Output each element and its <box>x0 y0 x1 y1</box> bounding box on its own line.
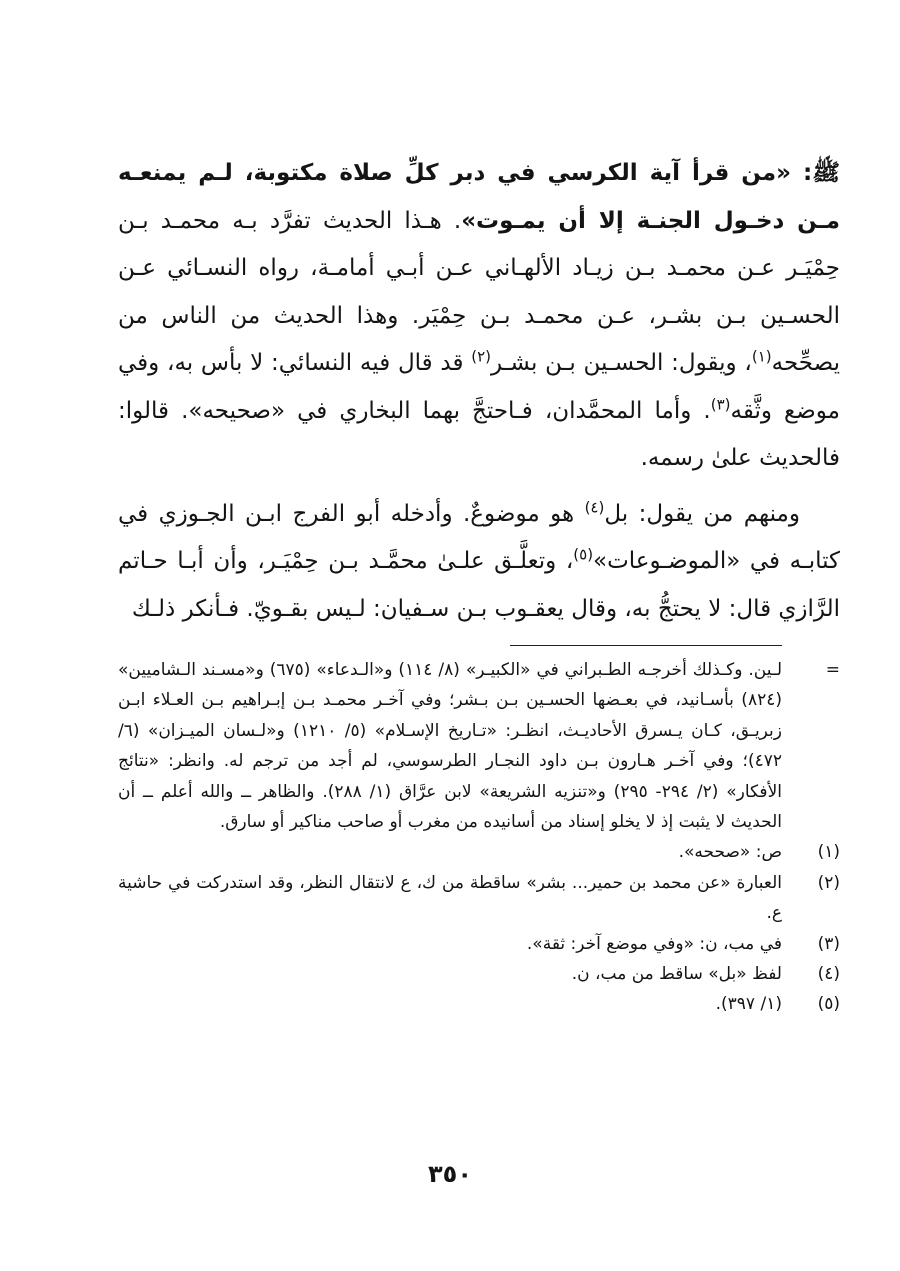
footnote-text: العبارة «عن محمد بن حمير... بشر» ساقطة من ك، ع لانتقال النظر، وقد استدركت في حاشية ع. <box>118 872 782 924</box>
salutation: ﷺ: <box>791 160 840 186</box>
footnote-5 <box>118 989 840 1019</box>
footnote-text: لفظ «بل» ساقط من مب، ن. <box>571 964 782 985</box>
footnote-marker: (٣) <box>817 933 840 954</box>
hadith-quote: «من قرأ آية الكرسي في دبر كلِّ صلاة مكتوبة، لـم يمنعـه مـن دخـول الجنـة إلا أن يمـوت» <box>118 160 840 234</box>
footnote-ref-1[interactable]: (١) <box>751 347 772 366</box>
paragraph-1 <box>118 150 840 483</box>
footnote-4 <box>118 959 840 989</box>
footnote-marker: (٢) <box>817 872 840 893</box>
paragraph-1-text-d: . وأما المحمَّدان، فـاحتجَّ بهما البخاري في «صحيحه». قالوا: فالحديث علىٰ رسمه. <box>118 397 840 471</box>
footnote-2 <box>118 868 840 929</box>
footnote-marker: (٥) <box>817 994 840 1015</box>
paragraph-2-text-c: ، وتعلَّـق علـىٰ محمَّـد بـن حِمْيَـر، وأن أبـا حـاتم الرَّازي قال: لا يحتجُّ به، وقال يعقـوب بـن سـفيان: لـيس بقـويّ. فـأنكر ذلـك <box>118 548 840 622</box>
main-text <box>118 150 840 633</box>
footnote-ref-3[interactable]: (٣) <box>710 394 731 413</box>
footnote-3 <box>118 929 840 959</box>
footnote-divider <box>510 645 782 646</box>
footnote-marker: = <box>825 660 840 680</box>
footnote-continued <box>118 655 840 837</box>
paragraph-1-text-c: قد قال فيه النسائي: لا بأس به، وفي موضع وثَّقه <box>118 350 840 424</box>
paragraph-1-text-a: . هـذا الحديث تفرَّد بـه محمـد بـن حِمْيَـر عـن محمـد بـن زيـاد الألهـاني عـن أبـي أمامـة، رواه النسـائي عـن الحسـين بـن بشـر، عـن محمـد بـن حِمْيَر. وهذا الحديث من الناس من يصحِّحه <box>118 207 840 376</box>
footnotes <box>118 655 840 1020</box>
footnote-text: في مب، ن: «وفي موضع آخر: ثقة». <box>526 933 782 954</box>
paragraph-2-text-b: هو موضوعٌ. وأدخله أبو الفرج ابـن الجـوزي في كتابـه في «الموضـوعات» <box>118 500 840 574</box>
paragraph-1-text-b: ، ويقول: الحسـين بـن بشـر <box>491 350 752 376</box>
footnote-marker: (١) <box>817 842 840 863</box>
footnote-1 <box>118 837 840 867</box>
footnote-ref-2[interactable]: (٢) <box>471 347 491 366</box>
footnote-marker: (٤) <box>817 964 840 985</box>
footnote-text: ص: «صححه». <box>678 842 782 863</box>
footnote-text: لـين. وكـذلك أخرجـه الطـبراني في «الكبيـر» (٨/ ١١٤) و«الـدعاء» (٦٧٥) و«مسـند الـشاميين» (٨٢٤) بأسـانيد، في بعـضها الحسـين بـن بـشر؛ وفي آخـر محمـد بـن إبـراهيم بـن العـلاء ابـن زبريـق، كـان يـسرق الأحاديـث، انظـر: «تـاريخ الإسـلام» (٥/ ١٢١٠) و«لـسان الميـزان» (٦/ ٤٧٢)؛ وفي آخـر هـارون بـن داود النجـار الطرسوسي، لم أجد من ترجم له. وانظر: «نتائج الأفكار» (٢/ ٢٩٤- ٢٩٥) و«تنزيه الشريعة» لابن عرَّاق (١/ ٢٨٨). والظاهر ــ والله أعلم ــ أن الحديث لا يثبت إذ لا يخلو إسناد من أسانيده من مغرب أو صاحب مناكير أو سارق. <box>118 660 783 833</box>
page-number: ٣٥٠ <box>428 1160 472 1188</box>
paragraph-2-text-a: ومنهم من يقول: بل <box>604 500 800 527</box>
footnote-text: (١/ ٣٩٧). <box>715 994 782 1015</box>
footnote-ref-5[interactable]: (٥) <box>573 545 594 564</box>
footnote-ref-4[interactable]: (٤) <box>584 497 605 516</box>
paragraph-2 <box>118 491 840 634</box>
